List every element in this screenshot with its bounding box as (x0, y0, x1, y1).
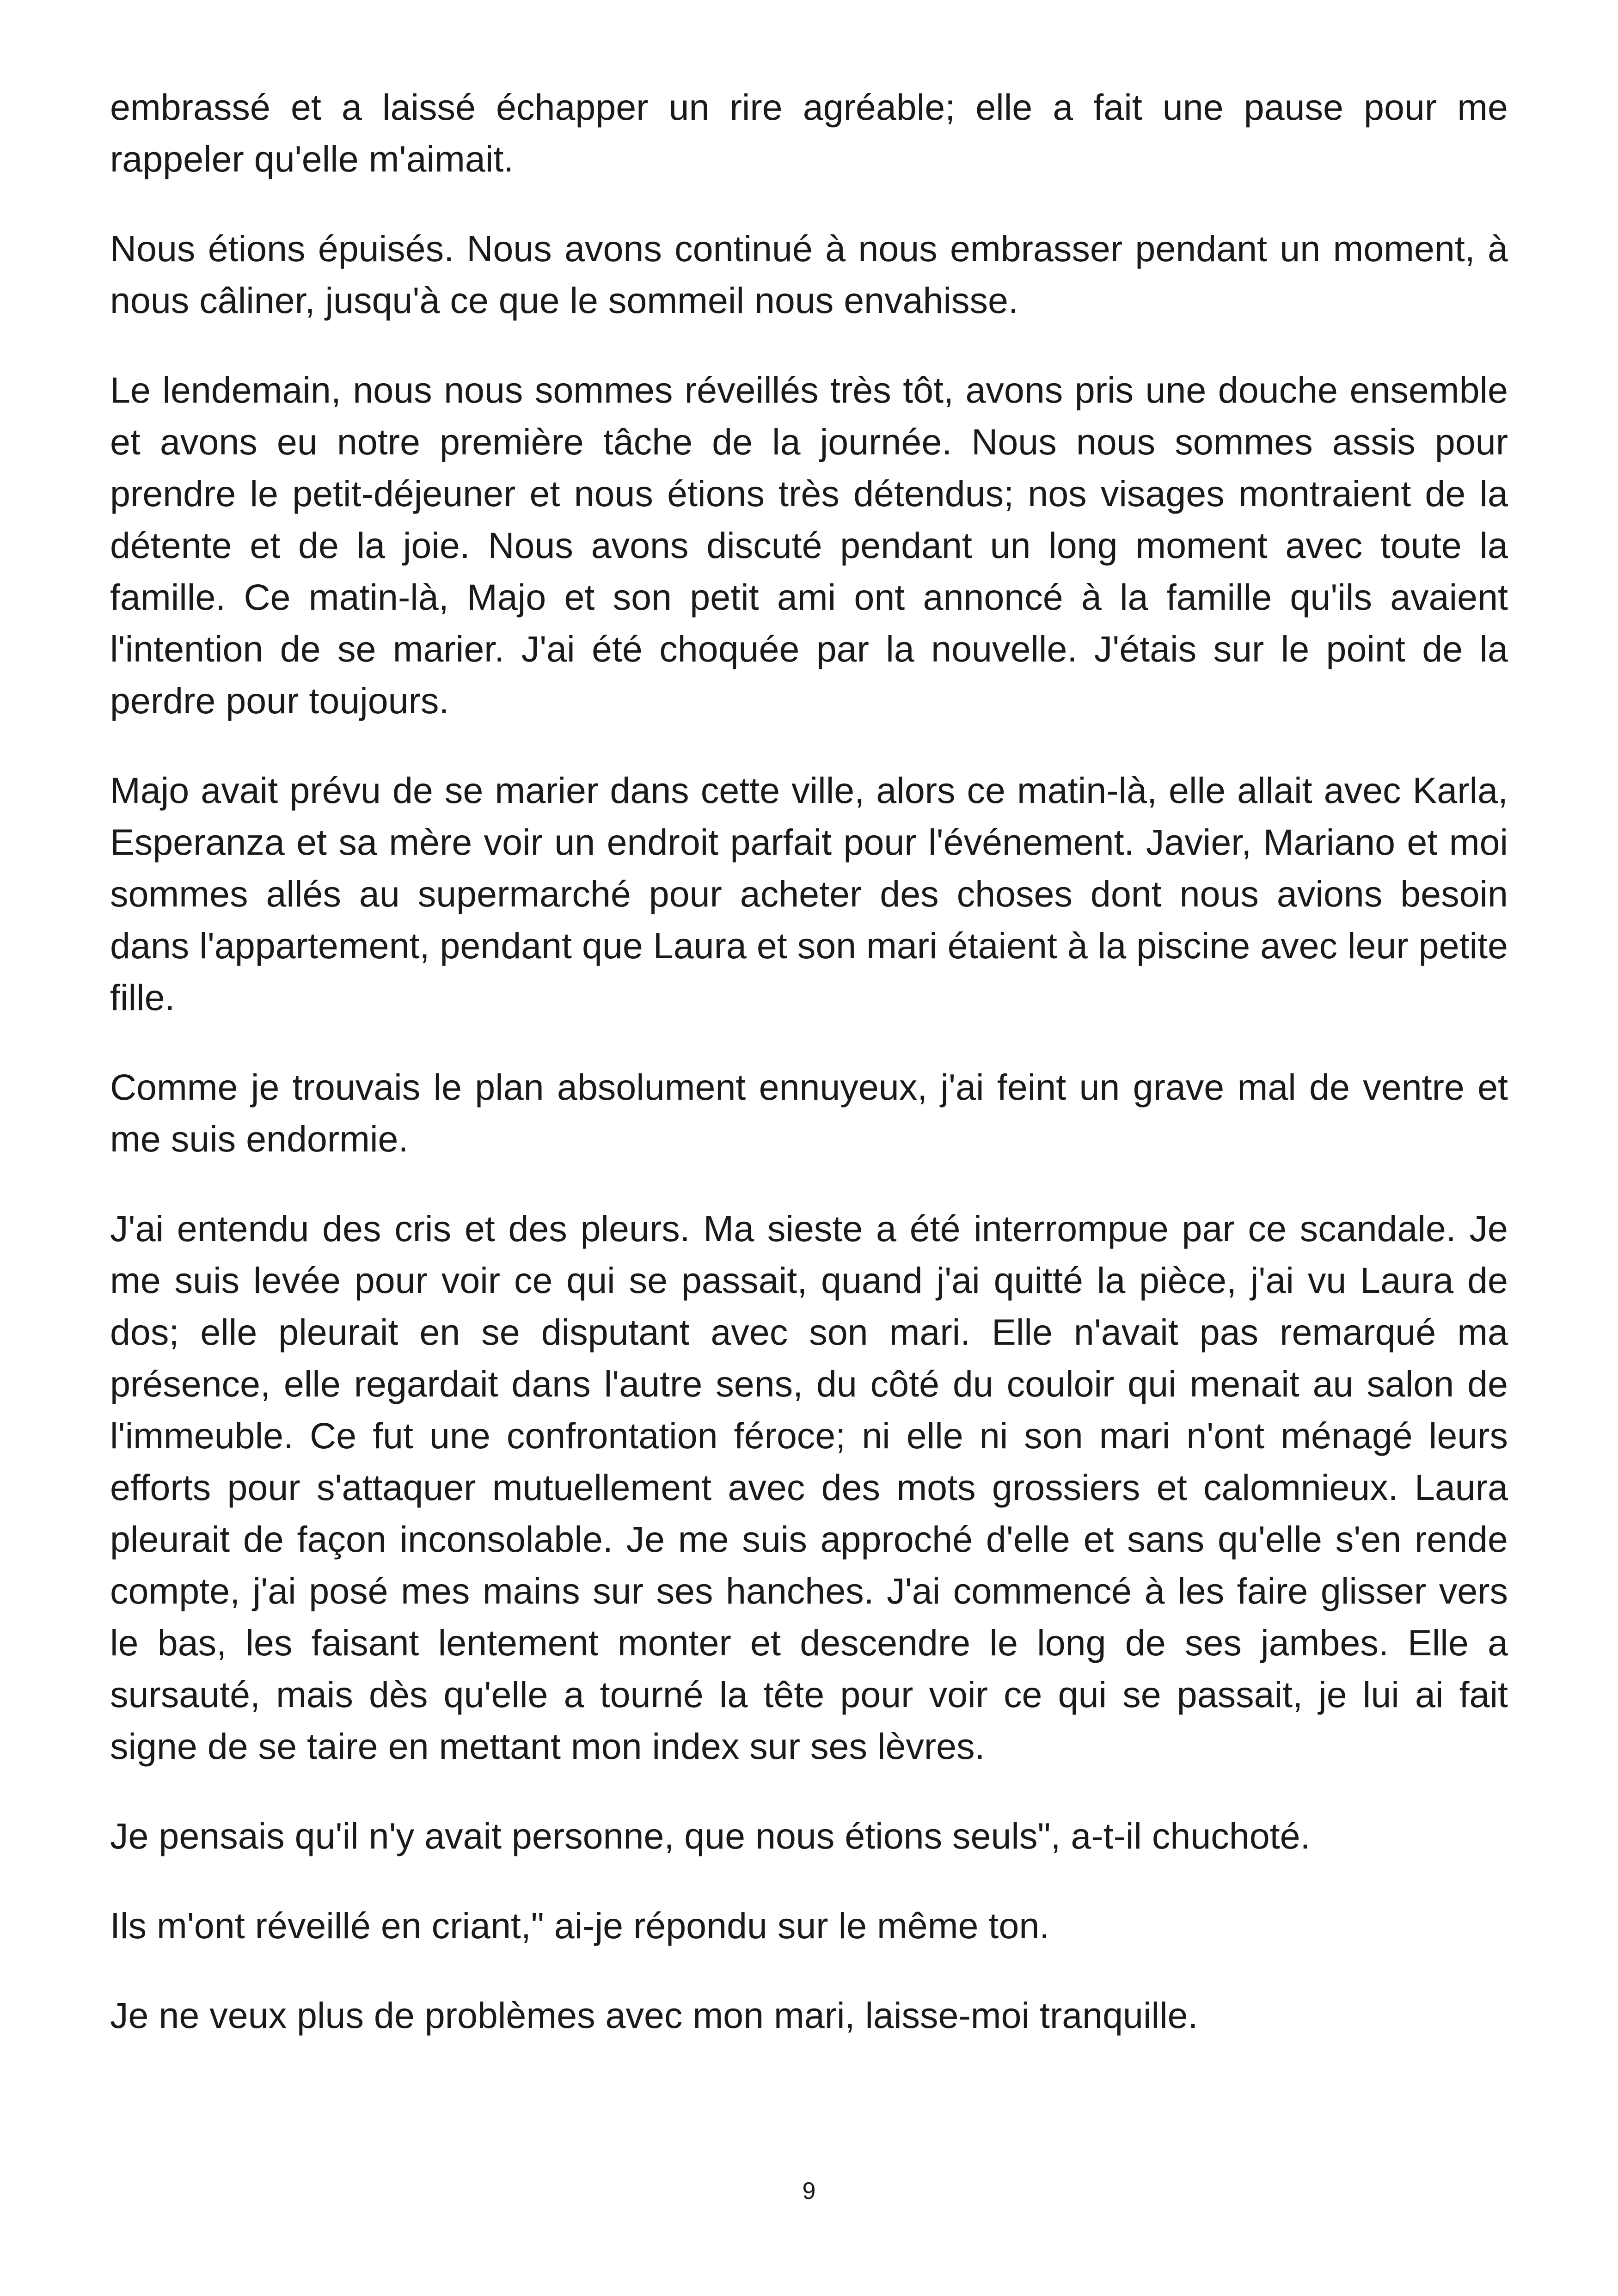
paragraph: Majo avait prévu de se marier dans cette ville, alors ce matin-là, elle allait avec Karla, Esperanza et sa mère voir un endroit parfait pour l'événement. Javier, Mariano et moi sommes allés au supermarché pour acheter des choses dont nous avions besoin dans l'appartement, pendant que Laura et son mari étaient à la piscine avec leur petite fille. (110, 770, 1508, 1018)
paragraph: Comme je trouvais le plan absolument ennuyeux, j'ai feint un grave mal de ventre et me suis endormie. (110, 1066, 1508, 1159)
paragraph: Je pensais qu'il n'y avait personne, que nous étions seuls", a-t-il chuchoté. (110, 1815, 1311, 1856)
paragraph: Ils m'ont réveillé en criant," ai-je répondu sur le même ton. (110, 1905, 1050, 1946)
body-text (110, 81, 1508, 2079)
paragraph: Je ne veux plus de problèmes avec mon mari, laisse-moi tranquille. (110, 1995, 1198, 2036)
paragraph: embrassé et a laissé échapper un rire agréable; elle a fait une pause pour me rappeler qu'elle m'aimait. (110, 86, 1508, 179)
paragraph: J'ai entendu des cris et des pleurs. Ma sieste a été interrompue par ce scandale. Je me suis levée pour voir ce qui se passait, quand j'ai quitté la pièce, j'ai vu Laura de dos; elle pleurait en se disputant avec son mari. Elle n'avait pas remarqué ma présence, elle regardait dans l'autre sens, du côté du couloir qui menait au salon de l'immeuble. Ce fut une confrontation féroce; ni elle ni son mari n'ont ménagé leurs efforts pour s'attaquer mutuellement avec des mots grossiers et calomnieux. Laura pleurait de façon inconsolable. Je me suis approché d'elle et sans qu'elle s'en rende compte, j'ai posé mes mains sur ses hanches. J'ai commencé à les faire glisser vers le bas, les faisant lentement monter et descendre le long de ses jambes. Elle a sursauté, mais dès qu'elle a tourné la tête pour voir ce qui se passait, je lui ai fait signe de se taire en mettant mon index sur ses lèvres. (110, 1208, 1508, 1767)
page-number: 9 (802, 2178, 816, 2204)
paragraph: Nous étions épuisés. Nous avons continué à nous embrasser pendant un moment, à nous câliner, jusqu'à ce que le sommeil nous envahisse. (110, 228, 1508, 321)
paragraph: Le lendemain, nous nous sommes réveillés très tôt, avons pris une douche ensemble et avons eu notre première tâche de la journée. Nous nous sommes assis pour prendre le petit-déjeuner et nous étions très détendus; nos visages montraient de la détente et de la joie. Nous avons discuté pendant un long moment avec toute la famille. Ce matin-là, Majo et son petit ami ont annoncé à la famille qu'ils avaient l'intention de se marier. J'ai été choquée par la nouvelle. J'étais sur le point de la perdre pour toujours. (110, 369, 1508, 721)
